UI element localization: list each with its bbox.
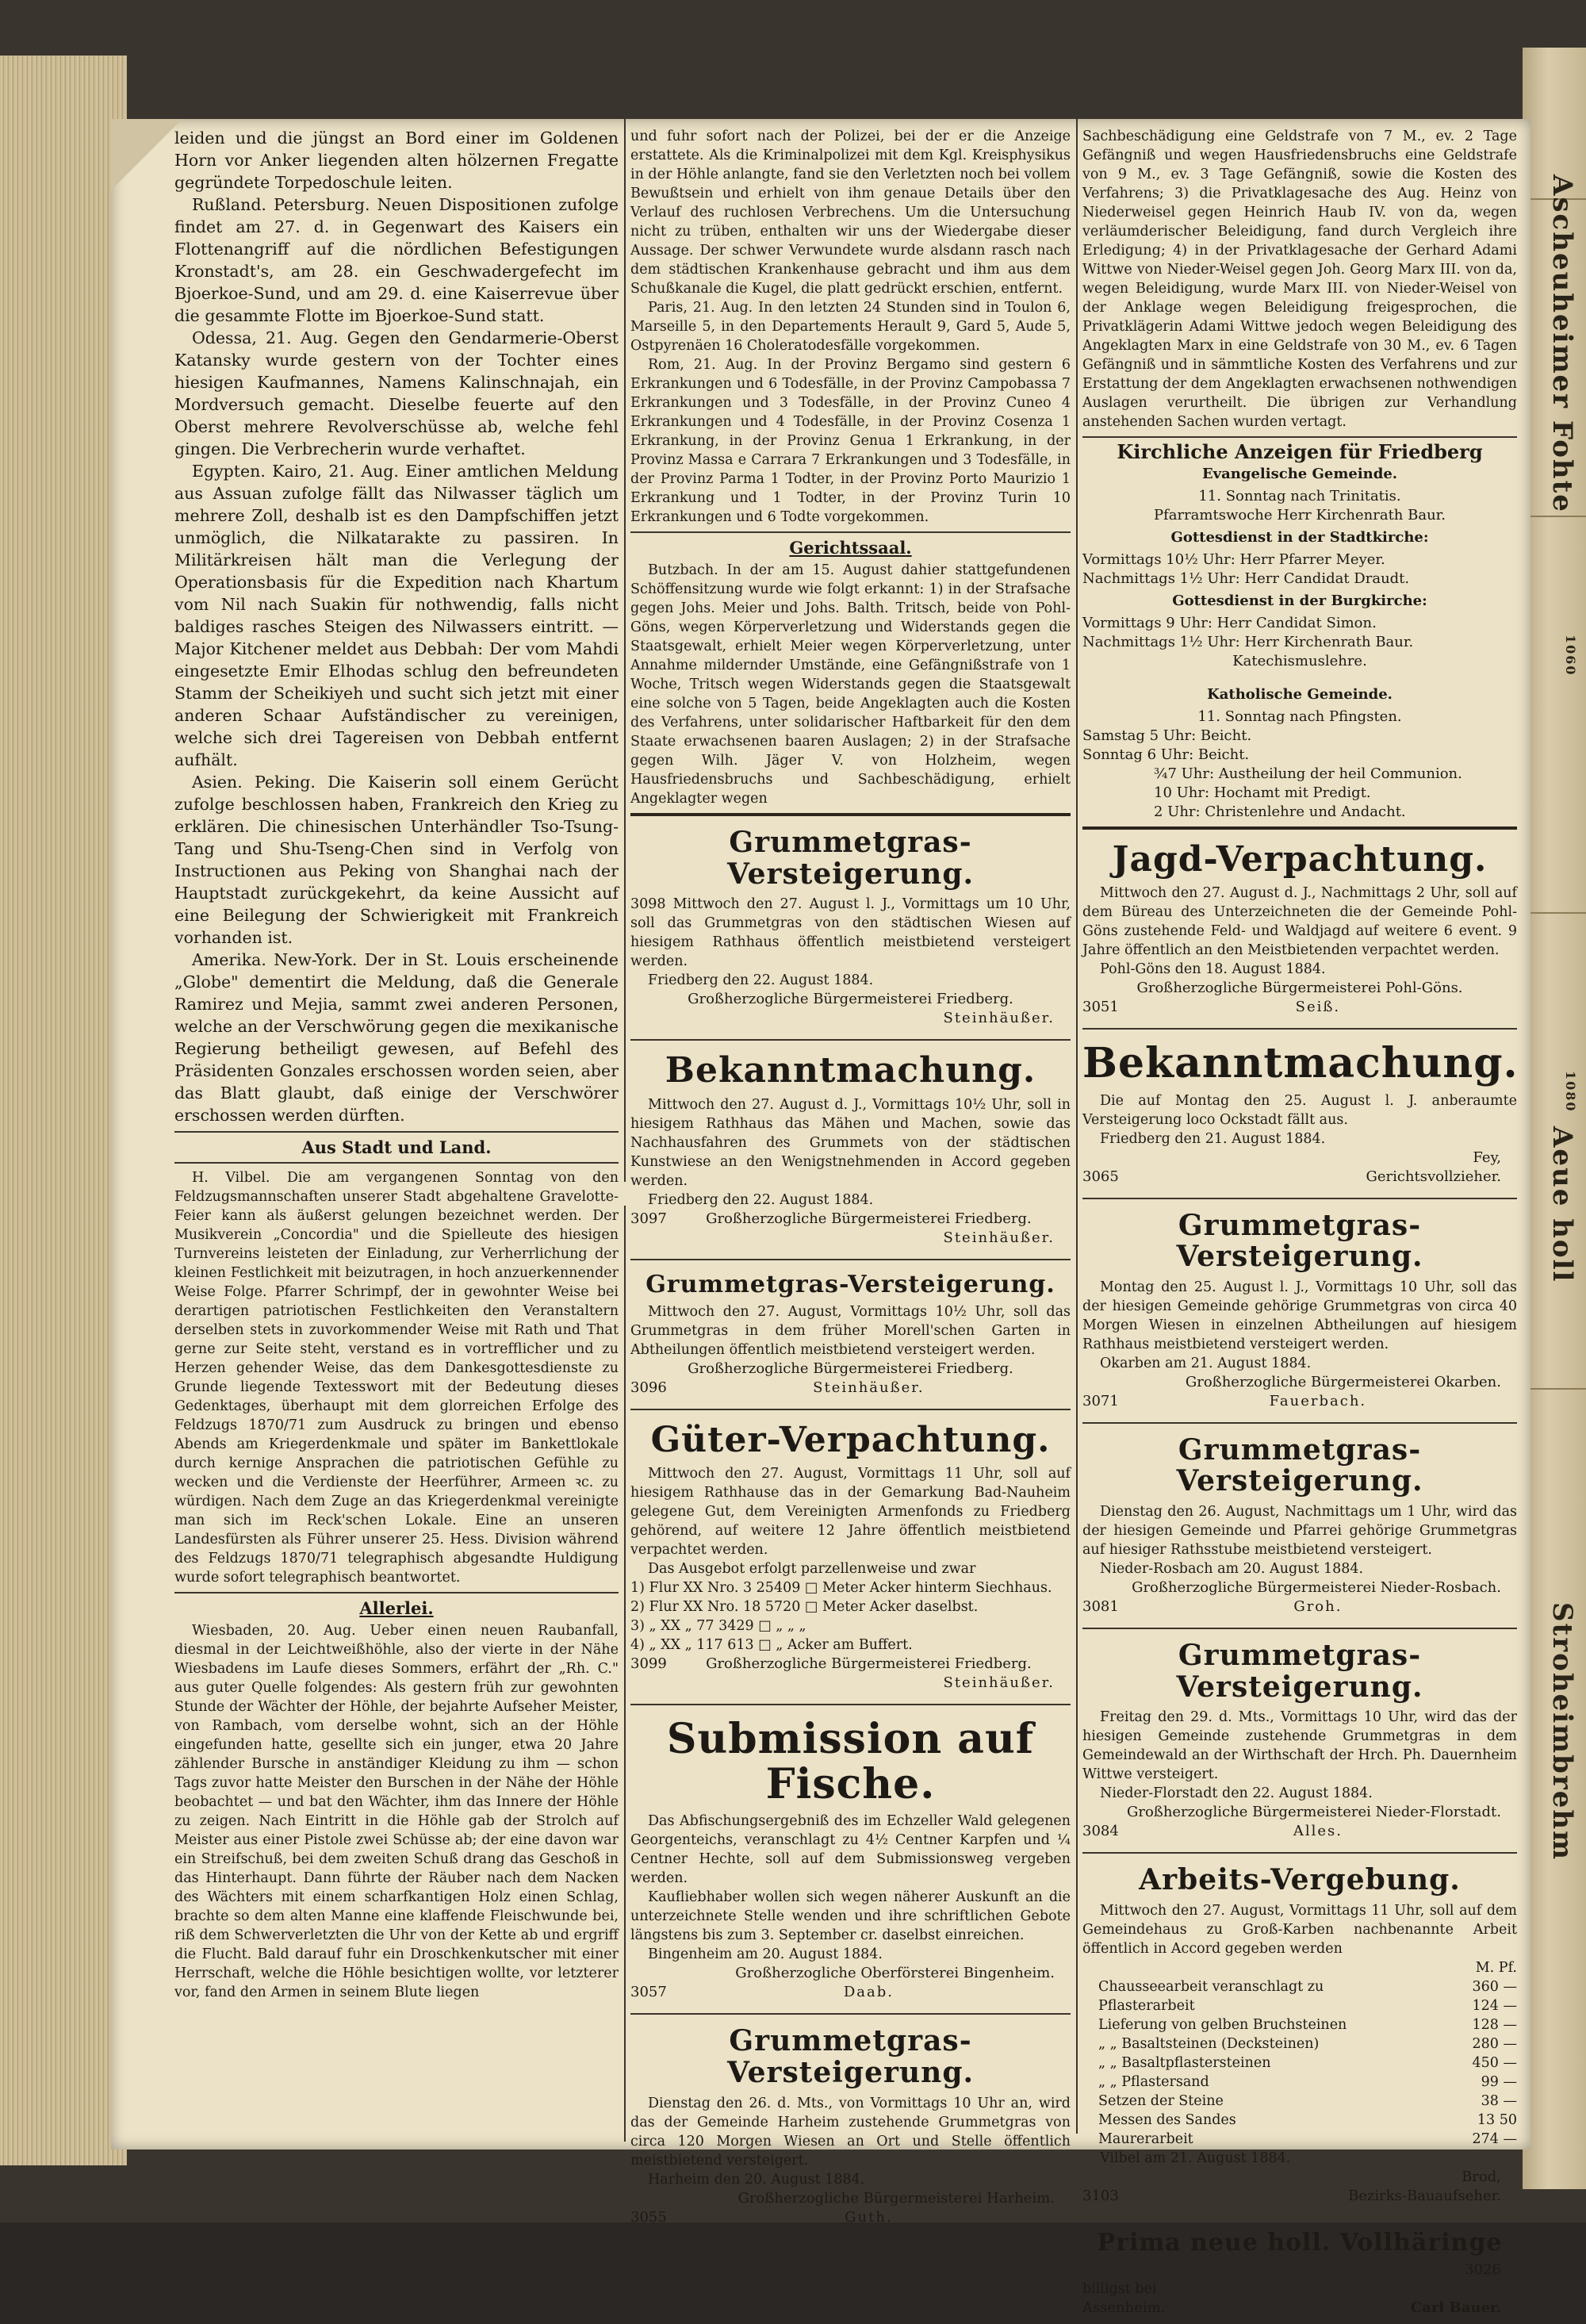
price-value: 280 — <box>1472 2035 1517 2052</box>
ad-grummetgras-nieder-florstadt <box>1082 1634 1517 1847</box>
price-label: Messen des Sandes <box>1098 2111 1236 2128</box>
divider <box>1082 1852 1517 1854</box>
column-right <box>1082 127 1517 2324</box>
ad-jagd-verpachtung <box>1082 834 1517 1023</box>
ad-title: Grummetgras-Versteigerung. <box>726 2024 975 2089</box>
ad-text: Das Abfischungsergebniß des im Echzeller Wald gelegenen Georgenteichs, veranschlagt zu 4½ Centner Karpfen und ¼ Centner Hechte, soll auf dem Submissionsweg vergeben werden. <box>630 1813 1071 1887</box>
ad-authority: Großherzogliche Bürgermeisterei Okarben. <box>1185 1373 1501 1390</box>
ad-date: Pohl-Göns den 18. August 1884. <box>1100 961 1326 978</box>
ad-item: 3) „ XX „ 77 3429 □ „ „ „ <box>630 1617 806 1634</box>
article-odessa: Odessa, 21. Aug. Gegen den Gendarmerie-Oberst Katansky wurde gestern von der Tochter eines hiesigen Kaufmannes, Namens Kalinschnajah, ein Mordversuch gemacht. Dieselbe feuerte auf den Oberst mehrere Revolverschüsse ab, welche fehl gingen. Die Verbrecherin wurde verhaftet. <box>174 328 619 458</box>
ad-number: 3051 <box>1082 999 1119 1016</box>
article-wiesbaden: Wiesbaden, 20. Aug. Ueber einen neuen Raubanfall, diesmal in der Leichtweißhöhle, also der vierte in der Nähe Wiesbadens im Laufe dieses Sommers, erfährt der „Rh. C." aus guter Quelle folgendes: Als gestern früh zur gewohnten Stunde der Wächter der Höhle, der bejahrte Aufseher Meister, von Rambach, vom derselbe wohnt, sich an der Höhle eingefunden hatte, gesellte sich ein junger, etwa 20 Jahre zählender Bursche in anständiger Kleidung zu ihm — schon Tags zuvor hatte Meister den Burschen in der Nähe der Höhle beobachtet — und bat den Wächter, ihm das Innere der Höhle zu zeigen. Nach Eintritt in die Höhle gab der Strolch auf Meister aus einer Pistole zwei Schüsse ab; der eine davon war ein Streifschuß, bei dem zweiten Schuß drang das Geschoß in das Hinterhaupt. Dann führte der Räuber nach dem Nacken des Wächters mit einem scharfkantigen Holz einen Schlag, brachte so dem alten Manne eine klaffende Fleischwunde bei, riß dem Schwerverletzten die Uhr von der Kette ab und ergriff die Flucht. Bald darauf fuhr ein Droschkenkutscher mit einer Herrschaft, welche die Höhle besichtigen wollte, vor letzterer vor, fand den Armen in seinem Blute liegen <box>174 1623 619 2000</box>
divider <box>630 1409 1071 1410</box>
divider <box>174 1162 619 1164</box>
church-sub-heading: Gottesdienst in der Burgkirche: <box>1172 593 1427 609</box>
article-vilbel: H. Vilbel. Die am vergangenen Sonntag von den Feldzugsmannschaften unserer Stadt abgehaltene Gravelotte-Feier kann als äußerst gelungen bezeichnet werden. Der Musikverein „Concordia" und die Spielleute des hiesigen Turnvereins leisteten der Einladung, zur Verherrlichung der kleinen Festlichkeit mit beizutragen, in hoch anzuerkennender Weise Folge. Pfarrer Schrimpf, der in gewohnter Weise bei derartigen patriotischen Festlichkeiten den Veranstaltern derselben stets in zuvorkommender Weise mit Rath und That gerne zur Seite steht, verstand es in vortrefflicher und zu Herzen gehender Weise, das dem Dankesgottesdienste zu Grunde liegende Textesswort mit der Bedeutung dieses Gedenktages, überhaupt mit dem glorreichen Erfolge des Feldzugs 1870/71 zum Ausdruck zu bringen und ebenso Abends am Kriegerdenkmale und später im Bankettlokale durch kernige Ansprachen die patriotischen Gefühle zu wecken und die Verdienste der Heerführer, Armeen ꝛc. zu würdigen. Nach dem Zuge an das Kriegerdenkmal vereinigte man sich im Reck'schen Lokale. Eine an unseren Landesfürsten als Führer unserer 25. Hess. Division während des Feldzugs 1870/71 telegraphisch abgesandte Huldigung wurde sofort telegraphisch beantwortet. <box>174 1170 619 1586</box>
ad-date: Okarben am 21. August 1884. <box>1100 1355 1312 1371</box>
ad-title: Prima neue holl. Vollhäringe <box>1097 2228 1503 2257</box>
divider-thick <box>630 813 1071 816</box>
price-label: Maurerarbeit <box>1098 2130 1193 2147</box>
ad-signature: Guth. <box>845 2208 893 2226</box>
ad-authority: Großherzogliche Bürgermeisterei Pohl-Göns. <box>1136 980 1463 997</box>
church-line: Vormittags 10½ Uhr: Herr Pfarrer Meyer. <box>1082 551 1385 568</box>
price-value: 128 — <box>1472 2016 1517 2033</box>
divider <box>630 1039 1071 1041</box>
column-left <box>174 127 619 2002</box>
ad-text: Freitag den 29. d. Mts., Vormittags 10 Uhr, wird das der hiesigen Gemeinde zustehende Grummetgras in dem Gemeindewald an der Wirthschaft der Hrch. Ph. Dauernheim Wittwe versteigert. <box>1082 1709 1517 1783</box>
price-label: Lieferung von gelben Bruchsteinen <box>1098 2016 1347 2033</box>
article-amerika: Amerika. New-York. Der in St. Louis erscheinende „Globe" dementirt die Meldung, daß die Generale Ramirez und Mejia, sammt zwei anderen Personen, welche an der Verschwörung gegen die mexikanische Regierung betheiligt gewesen, auf Befehl des Präsidenten Gonzales erschossen worden seien, aber das Blatt glaubt, daß einige der Verschwörer erschossen werden dürften. <box>174 950 619 1125</box>
ad-text-2: Kaufliebhaber wollen sich wegen näherer Auskunft an die unterzeichnete Stelle wenden und ihre schriftlichen Gebote längstens bis zum 3. September cr. daselbst einreichen. <box>630 1889 1071 1944</box>
divider-thick <box>1082 826 1517 830</box>
ad-title: Güter-Verpachtung. <box>650 1419 1051 1460</box>
church-line: ¾7 Uhr: Austheilung der heil Communion. <box>1154 765 1462 782</box>
section-heading-allerlei: Allerlei. <box>359 1598 434 1618</box>
church-line: Nachmittags 1½ Uhr: Herr Candidat Draudt. <box>1082 570 1410 587</box>
ad-authority: Großherzogliche Oberförsterei Bingenheim. <box>735 1965 1055 1982</box>
ad-title: Grummetgras-Versteigerung. <box>1176 1432 1423 1498</box>
price-value: 13 50 <box>1477 2111 1517 2128</box>
church-kath-heading: Katholische Gemeinde. <box>1207 686 1393 703</box>
ad-number: 3055 <box>630 2208 667 2226</box>
ad-signature: Steinhäußer. <box>943 1674 1055 1691</box>
ad-date: Friedberg den 22. August 1884. <box>648 972 874 989</box>
ad-title: Grummetgras-Versteigerung. <box>1176 1208 1423 1274</box>
column-middle <box>630 127 1071 2234</box>
ad-title: Jagd-Verpachtung. <box>1112 839 1488 880</box>
ad-authority: Großherzogliche Bürgermeisterei Nieder-Florstadt. <box>1126 1804 1501 1821</box>
ad-number: 3026 <box>1465 2261 1501 2278</box>
ad-role: Gerichtsvollzieher. <box>1366 1168 1501 1185</box>
divider <box>1082 1198 1517 1199</box>
ad-text: Mittwoch den 27. August, Vormittags 11 Uhr, soll auf dem Gemeindehaus zu Groß-Karben nachbenannte Arbeit öffentlich in Accord gegeben werden <box>1082 1902 1517 1957</box>
ad-arbeits-vergebung <box>1082 1858 1517 2212</box>
spine-number-1: 1060 <box>1563 635 1578 677</box>
price-row <box>1082 2130 1517 2149</box>
divider <box>174 1131 619 1133</box>
price-row <box>1082 2073 1517 2092</box>
divider <box>630 1704 1071 1705</box>
church-line: 2 Uhr: Christenlehre und Andacht. <box>1154 803 1406 820</box>
ad-title: Grummetgras-Versteigerung. <box>726 826 975 891</box>
ad-text: Montag den 25. August l. J., Vormittags 10 Uhr, soll das der hiesigen Gemeinde gehörige Grummetgras von circa 40 Morgen Wiesen in einzelnen Abtheilungen auf hiesigem Rathhaus meistbietend versteigert werden. <box>1082 1279 1517 1352</box>
price-value: 38 — <box>1481 2092 1517 2109</box>
divider <box>1082 2217 1517 2219</box>
ad-number: 3097 <box>630 1210 667 1227</box>
ad-bekanntmachung-ockstadt <box>1082 1034 1517 1192</box>
ad-signature: Steinhäußer. <box>943 1229 1055 1246</box>
ad-number: 3081 <box>1082 1597 1119 1615</box>
ad-number: 3057 <box>630 1984 667 2001</box>
article-russland: Rußland. Petersburg. Neuen Dispositionen zufolge findet am 27. d. in Gegenwart des Kaisers ein Flottenangriff auf die nördlichen Befestigungen Kronstadt's, am 28. ein Geschwadergefecht im Bjoerkoe-Sund, und am 29. d. eine Kaiserrevue über die gesammte Flotte im Bjoerkoe-Sund statt. <box>174 195 619 325</box>
column-rule-1b <box>624 1206 626 2142</box>
ad-place: Assenheim. <box>1082 2299 1166 2316</box>
article-wiesbaden-cont: und fuhr sofort nach der Polizei, bei der er die Anzeige erstattete. Als die Kriminalpolizei mit dem Kgl. Kreisphysikus in der Höhle anlangte, fand sie den Verletzten noch bei vollem Bewußtsein und erhielt von ihm genaue Details über den Verlauf des ruchlosen Verbrechens. Um die Untersuchung nicht zu trüben, enthalten wir uns der Wiedergabe dieser Aussage. Der schwer Verwundete wurde alsdann rasch nach dem städtischen Krankenhause gebracht und ihm aus dem Schußkanale die Kugel, die platt gedrückt erschien, entfernt. <box>630 128 1071 297</box>
spine-label-top: Ascheuheimer Fohte <box>1546 174 1578 513</box>
ad-authority: Großherzogliche Bürgermeisterei Friedberg. <box>706 1655 1032 1672</box>
church-notices <box>1082 440 1517 822</box>
price-label: Pflasterarbeit <box>1098 1997 1195 2014</box>
church-title: Kirchliche Anzeigen für Friedberg <box>1117 440 1483 463</box>
ad-title: Grummetgras-Versteigerung. <box>1176 1638 1423 1704</box>
church-line: Pfarramtswoche Herr Kirchenrath Baur. <box>1153 507 1446 523</box>
ad-date: Friedberg den 22. August 1884. <box>648 1191 874 1208</box>
ad-gueter-verpachtung <box>630 1415 1071 1699</box>
church-sub-heading: Gottesdienst in der Stadtkirche: <box>1170 529 1429 546</box>
price-label: Setzen der Steine <box>1098 2092 1224 2109</box>
ad-authority: Großherzogliche Bürgermeisterei Friedberg. <box>688 991 1013 1008</box>
church-line: 10 Uhr: Hochamt mit Predigt. <box>1154 784 1371 801</box>
church-ev-heading: Evangelische Gemeinde. <box>1201 466 1398 482</box>
church-line: Vormittags 9 Uhr: Herr Candidat Simon. <box>1082 615 1377 631</box>
ad-grummetgras-okarben <box>1082 1204 1517 1417</box>
price-label: Chausseearbeit veranschlagt zu <box>1098 1978 1324 1995</box>
price-unit-header: M. Pf. <box>1475 1959 1517 1976</box>
ad-title: Bekanntmachung. <box>1082 1039 1519 1088</box>
price-value: 360 — <box>1472 1978 1517 1995</box>
article-paris: Paris, 21. Aug. In den letzten 24 Stunden sind in Toulon 6, Marseille 5, in den Departements Herault 9, Gard 5, Aude 5, Ostpyrenäen 16 Choleratodesfälle vorgekommen. <box>630 300 1071 354</box>
ad-signature: Brod, <box>1461 2168 1501 2185</box>
ad-number: 3103 <box>1082 2187 1119 2204</box>
ad-number: 3099 <box>630 1655 667 1672</box>
divider <box>1082 1628 1517 1629</box>
ad-text: Dienstag den 26. d. Mts., von Vormittags 10 Uhr an, wird das der Gemeinde Harheim zustehende Grummetgras von circa 120 Morgen Wiesen an Ort und Stelle öffentlich meistbietend versteigert. <box>630 2095 1071 2169</box>
article-butzbach-cont: Sachbeschädigung eine Geldstrafe von 7 M., ev. 2 Tage Gefängniß und wegen Hausfriedensbruchs eine Geldstrafe von 9 M., ev. 3 Tage Gefängniß, sowie die Kosten des Verfahrens; 3) die Privatklagesache des Aug. Heinz von Niederweisel gegen Heinrich Haub IV. von da, wegen verläumderischer Beleidigung, fand durch Vergleich ihre Erledigung; 4) in der Privatklagesache der Gerhard Adami Wittwe von Nieder-Weisel gegen Joh. Georg Marx III. von da, wegen Beleidigung, wurde Marx III. von Nieder-Weisel von der Anklage wegen Beleidigung freigesprochen, die Privatklägerin Adami Wittwe jedoch wegen Beleidigung des Angeklagten Marx in eine Geldstrafe von 30 M., ev. 6 Tagen Gefängniß und in sämmtliche Kosten des Verfahrens und zur Erstattung der dem Angeklagten erwachsenen nothwendigen Auslagen verurtheilt. Die übrigen zur Verhandlung anstehenden Sachen wurden vertagt. <box>1082 128 1517 430</box>
ad-title: Bekanntmachung. <box>665 1050 1036 1091</box>
price-row <box>1082 1977 1517 1996</box>
article-asien: Asien. Peking. Die Kaiserin soll einem Gerücht zufolge beschlossen haben, Frankreich den Krieg zu erklären. Die chinesischen Unterhändler Tso-Tsung-Tang und Shu-Tseng-Chen sind in Verfolg von Instructionen aus Peking von Shanghai nach der Hauptstadt zurückgekehrt, da keine Aussicht auf eine Beilegung der Schwierigkeit mit Frankreich vorhanden ist. <box>174 773 619 947</box>
ad-number: 3071 <box>1082 1392 1119 1409</box>
divider <box>174 1592 619 1593</box>
column-rule-2 <box>1076 119 1078 2134</box>
ad-signature: Steinhäußer. <box>813 1379 925 1396</box>
divider <box>1082 436 1517 438</box>
ad-signature: Daab. <box>843 1984 894 2001</box>
ad-authority: Großherzogliche Bürgermeisterei Harheim. <box>737 2189 1055 2207</box>
ad-bekanntmachung-maehen <box>630 1045 1071 1253</box>
ad-signature: Carl Bauer. <box>1410 2299 1501 2316</box>
ad-text: Die auf Montag den 25. August l. J. anberaumte Versteigerung loco Ockstadt fällt aus. <box>1082 1092 1517 1128</box>
ad-text: Mittwoch den 27. August d. J., Vormittags 10½ Uhr, soll in hiesigem Rathhaus das Mähen und Machen, sowie das Nachhausfahren des Grummets von der städtischen Kunstwiese an den Wenigstnehmenden in Accord gegeben werden. <box>630 1096 1071 1189</box>
price-row <box>1082 2034 1517 2054</box>
divider <box>1082 1028 1517 1030</box>
book-page-edges <box>0 56 127 2165</box>
ad-number: 3096 <box>630 1379 667 1396</box>
price-value: 124 — <box>1472 1997 1517 2014</box>
ad-vollhaeringe <box>1082 2223 1517 2324</box>
church-line: 11. Sonntag nach Pfingsten. <box>1197 708 1402 725</box>
spine-label-bottom: Stroheimbrehm <box>1546 1602 1578 1862</box>
price-value: 99 — <box>1481 2073 1517 2090</box>
church-line: Katechismuslehre. <box>1232 653 1367 669</box>
ad-date: Harheim den 20. August 1884. <box>648 2171 865 2188</box>
article-tuerkei-end: leiden und die jüngst an Bord einer im Goldenen Horn vor Anker liegenden alten hölzernen Fregatte gegründete Torpedoschule leiten. <box>174 128 619 192</box>
church-line: Sonntag 6 Uhr: Beicht. <box>1082 746 1250 763</box>
ad-text: Mittwoch den 27. August, Vormittags 11 Uhr, soll auf hiesigem Rathhause das in der Gemarkung Bad-Nauheim gelegene Gut, dem Vereinigten Armenfonds zu Friedberg gehörend, auf weitere 12 Jahre öffentlich meistbietend verpachtet werden. <box>630 1465 1071 1558</box>
ad-signature: Groh. <box>1293 1597 1343 1615</box>
ad-text: Mittwoch den 27. August d. J., Nachmittags 2 Uhr, soll auf dem Büreau des Unterzeichneten die der Gemeinde Pohl-Göns zustehende Feld- und Waldjagd auf weitere 6 event. 9 Jahre öffentlich an den Meistbietenden verpachtet werden. <box>1082 885 1517 959</box>
ad-role: Bezirks-Bauaufseher. <box>1348 2187 1501 2204</box>
ad-text: Mittwoch den 27. August l. J., Vormittags um 10 Uhr, soll das Grummetgras von den städtischen Wiesen auf hiesigem Rathhaus öffentlich meistbietend versteigert werden. <box>630 896 1071 970</box>
price-label: „ „ Basaltpflastersteinen <box>1098 2054 1271 2071</box>
spine-number-2: 1080 <box>1563 1071 1578 1113</box>
ad-authority: Großherzogliche Bürgermeisterei Friedberg. <box>706 1210 1032 1227</box>
price-row <box>1082 2111 1517 2130</box>
ad-text: billigst bei <box>1082 2280 1157 2297</box>
ad-grummetgras-harheim <box>630 2019 1071 2233</box>
ad-signature: Alles. <box>1293 1823 1343 1840</box>
ad-signature: Seiß. <box>1295 999 1341 1016</box>
ad-date: Vilbel am 21. August 1884. <box>1100 2150 1291 2166</box>
ad-item: 2) Flur XX Nro. 18 5720 □ Meter Acker daselbst. <box>630 1598 979 1615</box>
price-value: 450 — <box>1472 2054 1517 2071</box>
ad-date: Bingenheim am 20. August 1884. <box>648 1946 883 1963</box>
newspaper-page <box>111 119 1530 2316</box>
article-butzbach: Butzbach. In der am 15. August dahier stattgefundenen Schöffensitzung wurde wie folgt erkannt: 1) in der Strafsache gegen Johs. Meier und Johs. Balth. Tritsch, beide von Pohl-Göns, wegen Körperverletzung und Widerstands gegen die Staatsgewalt, erhielt Meier wegen Körperverletzung, unter Annahme mildernder Umstände, eine Gefängnißstrafe von 1 Woche, Tritsch wegen Widerstands gegen die Staatsgewalt eine solche von 5 Tagen, beide Angeklagten auch die Kosten des Verfahrens, unter solidarischer Haftbarkeit für den dem Staate erwachsenen baaren Auslagen; 2) in der Strafsache gegen Wilh. Jäger V. von Holzheim, wegen Hausfriedensbruchs und Sachbeschädigung, erhielt Angeklagter wegen <box>630 562 1071 807</box>
book-spine-edge <box>1523 48 1586 2189</box>
price-label: „ „ Pflastersand <box>1098 2073 1209 2090</box>
church-line: Nachmittags 1½ Uhr: Herr Kirchenrath Baur. <box>1082 634 1414 650</box>
ad-text-2: Das Ausgebot erfolgt parzellenweise und zwar <box>648 1560 976 1577</box>
ad-authority: Großherzogliche Bürgermeisterei Nieder-Rosbach. <box>1132 1578 1501 1596</box>
ad-title: Grummetgras-Versteigerung. <box>646 1270 1055 1298</box>
price-row <box>1082 2092 1517 2111</box>
section-heading-gerichtssaal: Gerichtssaal. <box>789 538 912 558</box>
ad-item: 1) Flur XX Nro. 3 25409 □ Meter Acker hinterm Siechhaus. <box>630 1579 1052 1596</box>
ad-text: Mittwoch den 27. August, Vormittags 10½ Uhr, soll das Grummetgras in dem früher Morell'schen Garten in Abtheilungen öffentlich meistbietend versteigert werden. <box>630 1303 1071 1358</box>
divider <box>630 1259 1071 1260</box>
ad-grummetgras-friedberg <box>630 821 1071 1034</box>
divider <box>630 531 1071 533</box>
divider <box>630 2013 1071 2015</box>
ad-date: Nieder-Rosbach am 20. August 1884. <box>1100 1560 1364 1577</box>
church-line: Samstag 5 Uhr: Beicht. <box>1082 727 1252 744</box>
ad-grummetgras-nieder-rosbach <box>1082 1429 1517 1623</box>
column-rule-1 <box>624 119 626 1182</box>
ad-number: 3065 <box>1082 1168 1119 1185</box>
ad-text: Dienstag den 26. August, Nachmittags um 1 Uhr, wird das der hiesigen Gemeinde und Pfarrei gehörige Grummetgras auf hiesiger Rathsstube meistbietend versteigert. <box>1082 1503 1517 1558</box>
divider <box>1082 1422 1517 1424</box>
ad-signature: Fauerbach. <box>1269 1392 1367 1409</box>
article-rom: Rom, 21. Aug. In der Provinz Bergamo sind gestern 6 Erkrankungen und 6 Todesfälle, in der Provinz Campobassa 7 Erkrankungen und 3 Todesfälle, in der Provinz Cuneo 4 Erkrankungen und 4 Todesfälle, in der Provinz Cosenza 1 Erkrankung, in der Provinz Genua 1 Erkrankung, in der Provinz Massa e Carrara 7 Erkrankungen und 3 Todesfälle, in der Provinz Parma 1 Todter, in der Provinz Porto Maurizio 1 Erkrankung und 1 Todter, in der Provinz Turin 10 Erkrankungen und 6 Todte vorgekommen. <box>630 357 1071 525</box>
ad-title: Submission auf Fische. <box>666 1714 1035 1809</box>
ad-number: 3098 <box>630 896 666 913</box>
price-label: „ „ Basaltsteinen (Decksteinen) <box>1098 2035 1320 2052</box>
ad-number: 3084 <box>1082 1823 1119 1840</box>
price-row <box>1082 1996 1517 2015</box>
article-egypten: Egypten. Kairo, 21. Aug. Einer amtlichen Meldung aus Assuan zufolge fällt das Nilwasser täglich um mehrere Zoll, deshalb ist es den Dampfschiffen jetzt unmöglich, die Nilkatarakte zu passiren. In Militärkreisen hält man die Verlegung der Operationsbasis für die Expedition nach Khartum vom Nil nach Suakin für nothwendig, falls nicht baldiges rasches Steigen des Nilwassers eintritt. — Major Kitchener meldet aus Debbah: Der vom Mahdi eingesetzte Emir Elhodas schlug den befreundeten Stamm der Scheikiyeh und sucht sich jetzt mit einer anderen Schaar Aufständischer zu vereinigen, welche sich drei Tagereisen von Debbah entfernt aufhält. <box>174 462 619 769</box>
ad-signature: Steinhäußer. <box>943 1010 1055 1027</box>
ad-submission-fische <box>630 1710 1071 2008</box>
page-corner-fold <box>111 119 182 190</box>
church-line: 11. Sonntag nach Trinitatis. <box>1198 488 1401 504</box>
ad-date: Nieder-Florstadt den 22. August 1884. <box>1100 1785 1373 1802</box>
price-row <box>1082 2015 1517 2034</box>
ad-title: Arbeits-Vergebung. <box>1139 1863 1461 1897</box>
ad-grummetgras-morell <box>630 1265 1071 1404</box>
ad-item: 4) „ XX „ 117 613 □ „ Acker am Buffert. <box>630 1636 913 1653</box>
ad-signature: Fey, <box>1473 1149 1501 1166</box>
ad-date: Friedberg den 21. August 1884. <box>1100 1130 1326 1147</box>
price-value: 274 — <box>1472 2130 1517 2147</box>
ad-authority: Großherzogliche Bürgermeisterei Friedberg. <box>688 1360 1013 1377</box>
price-row <box>1082 2054 1517 2073</box>
spine-label-mid: Aeue holl <box>1546 1126 1578 1283</box>
section-heading-stadt-land: Aus Stadt und Land. <box>301 1137 492 1157</box>
